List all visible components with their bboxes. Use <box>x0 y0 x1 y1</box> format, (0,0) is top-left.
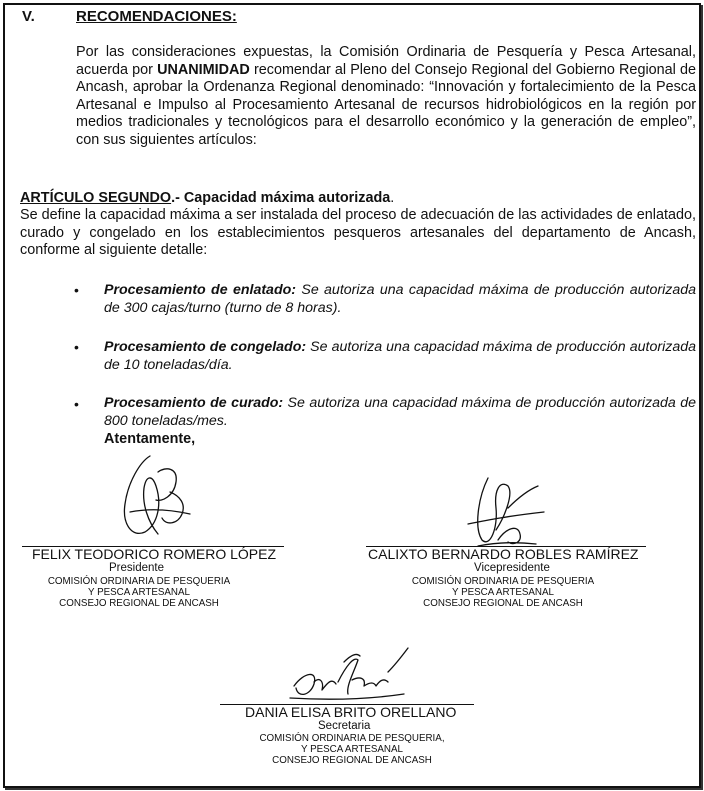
bullet-marker: • <box>74 396 79 412</box>
org-line: Y PESCA ARTESANAL <box>300 744 403 755</box>
article-heading <box>20 190 394 206</box>
org-line: Y PESCA ARTESANAL <box>87 587 190 598</box>
closing-salutation: Atentamente, <box>104 431 196 447</box>
intro-paragraph <box>76 44 696 150</box>
signatory-organization <box>28 576 250 609</box>
item-text: Se autoriza una capacidad máxima de producción autorizada de 10 toneladas/día. <box>104 339 697 373</box>
signatory-role: Secretaria <box>318 720 371 732</box>
article-heading-text: .- Capacidad máxima autorizada <box>171 190 391 206</box>
signatory-name: FELIX TEODORICO ROMERO LÓPEZ <box>32 546 277 562</box>
list-item <box>104 339 696 374</box>
article-text: Se define la capacidad máxima a ser instalada del proceso de adecuación de las actividades de enlatado, curado y congelado en los establecimientos pesqueros artesanales del departamento de Ancash, conforme al siguiente detalle: <box>20 207 696 259</box>
intro-text-end: recomendar al Pleno del Consejo Regional del Gobierno Regional de Ancash, aprobar la Ordenanza Regional denominado: “Innovación y fortalecimiento de la Pesca Artesanal e Impulso al Procesamiento Artesanal de recursos hidrobiológicos en la región por medios tradicionales y tecnológicos para el desarrollo económico y la generación de empleo”, con sus siguientes artículos: <box>76 61 696 148</box>
org-line: COMISIÓN ORDINARIA DE PESQUERIA <box>47 576 231 587</box>
intro-bold-word: UNANIMIDAD <box>157 61 250 78</box>
signatory-name: CALIXTO BERNARDO ROBLES RAMÍREZ <box>368 546 639 562</box>
list-item <box>104 282 696 317</box>
item-title: Procesamiento de enlatado: <box>104 282 297 298</box>
signatory-organization <box>246 733 458 766</box>
org-line: CONSEJO REGIONAL DE ANCASH <box>272 755 432 766</box>
org-line: Y PESCA ARTESANAL <box>451 587 554 598</box>
org-line: COMISIÓN ORDINARIA DE PESQUERIA, <box>259 733 445 744</box>
signature-brito <box>284 642 414 706</box>
signatory-name: DANIA ELISA BRITO ORELLANO <box>245 704 457 720</box>
bullet-marker: • <box>74 339 79 355</box>
signatory-organization <box>392 576 614 609</box>
intro-text-start: Por las consideraciones expuestas, la Comisión Ordinaria de Pesquería y Pesca Artesanal, acuerda por <box>76 44 696 78</box>
signature-romero <box>110 452 200 547</box>
signature-robles <box>448 468 558 558</box>
item-title: Procesamiento de congelado: <box>104 339 307 355</box>
bullet-marker: • <box>74 282 79 298</box>
item-title: Procesamiento de curado: <box>104 395 284 411</box>
list-item <box>104 395 696 430</box>
signatory-role: Presidente <box>109 562 164 574</box>
org-line: CONSEJO REGIONAL DE ANCASH <box>59 598 219 609</box>
org-line: COMISIÓN ORDINARIA DE PESQUERIA <box>411 576 595 587</box>
article-label: ARTÍCULO SEGUNDO <box>20 190 172 206</box>
item-text: Se autoriza una capacidad máxima de producción autorizada de 300 cajas/turno (turno de 8 horas). <box>104 282 696 316</box>
section-title: RECOMENDACIONES: <box>76 8 237 25</box>
org-line: CONSEJO REGIONAL DE ANCASH <box>423 598 583 609</box>
item-text: Se autoriza una capacidad máxima de producción autorizada de 800 toneladas/mes. <box>104 395 696 429</box>
article-heading-period: . <box>390 190 395 206</box>
signatory-role: Vicepresidente <box>474 562 550 574</box>
section-number: V. <box>22 8 35 25</box>
